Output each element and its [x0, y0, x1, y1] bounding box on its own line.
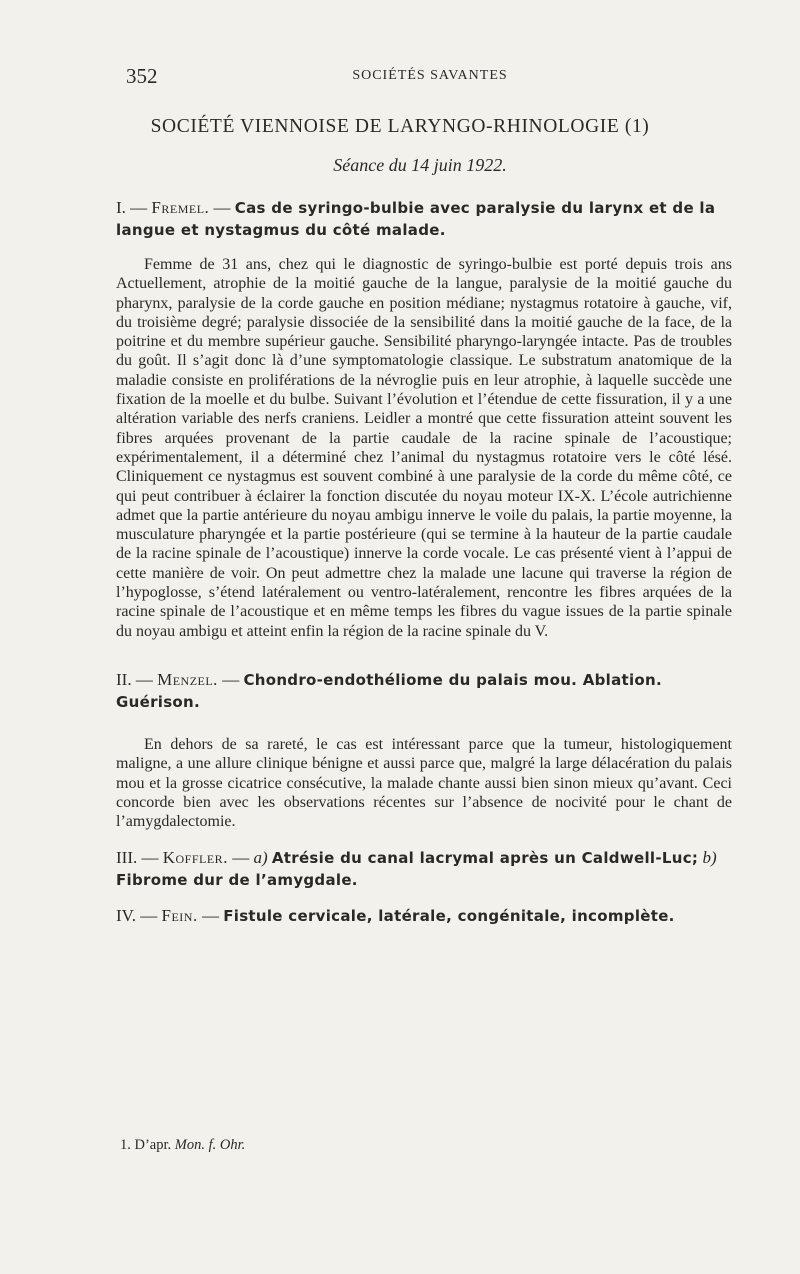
- footnote-marker: 1.: [120, 1137, 131, 1153]
- entry-heading-3: [116, 847, 732, 891]
- entry-heading-2: [116, 669, 732, 713]
- entry-number: IV.: [116, 906, 136, 926]
- entry-label-a: a): [253, 848, 268, 868]
- dash: —: [217, 669, 244, 689]
- dash: —: [209, 198, 235, 217]
- entry-paragraph-1: Femme de 31 ans, chez qui le diagnostic de syringo-bulbie est porté depuis trois ans Actuellement, atrophie de la moitié gauche de la langue, paralysie de la moitié gauche du pharynx, paralysie de la corde gauche en position médiane; nystagmus rotatoire à gauche, vif, du troisième degré; paralysie dissociée de la sensibilité dans la moitié gauche de la face, de la poitrine et du membre supérieur gauche. Sensibilité pharyngo-laryngée intacte. Pas de troubles du goût. Il s’agit donc là d’une symptomatologie classique. Le substratum anatomique de la maladie consiste en proliférations de la névroglie puis en leur atrophie, à laquelle succède une fixation de la moelle et du bulbe. Suivant l’évolution et l’étendue de cette fissuration, il y a une altération variable des nerfs craniens. Leidler a montré que cette fissuration atteint souvent les fibres arquées provenant de la partie caudale de la racine spinale de l’acoustique; expérimentalement, il a déterminé chez l’animal du nystagmus rotatoire vers le côté lésé. Cliniquement ce nystagmus est souvent combiné à une paralysie de la corde du même côté, ce qui peut contribuer à éclairer la fonction discutée du noyau moteur IX-X. L’école autrichienne admet que la partie antérieure du noyau ambigu innerve le voile du palais, la partie moyenne, la musculature pharyngée et la partie postérieure (qui se termine à la hauteur de la partie caudale de la racine spinale de l’acoustique) innerve la corde vocale. Le cas présenté vient à l’appui de cette manière de voir. On peut admettre chez la malade une lacune qui traverse la région de l’hypoglosse, s’étend latéralement ou ventro-latéralement, rencontre les fibres arquées de la racine spinale de l’acoustique et en même temps les fibres du vague issues de la partie spinale du noyau ambigu et atteint enfin la région de la racine spinale du V.: [116, 256, 732, 640]
- entry-heading-1: [116, 197, 732, 241]
- footnote: [120, 1137, 245, 1154]
- dash: —: [197, 906, 224, 926]
- footnote-source: Mon. f. Ohr.: [174, 1137, 246, 1153]
- entry-author: Fein.: [161, 906, 198, 926]
- running-title: SOCIÉTÉS SAVANTES: [352, 68, 508, 83]
- entry-number: II.: [116, 669, 132, 689]
- entry-heading-4: [116, 905, 732, 927]
- dash: —: [125, 198, 152, 217]
- entry-title-a: Atrésie du canal lacrymal après un Caldwell-Luc;: [271, 849, 699, 868]
- entry-label-b: b): [702, 848, 717, 868]
- entry-author: Menzel.: [157, 669, 218, 689]
- entry-number: I.: [116, 198, 126, 217]
- dash: —: [136, 906, 162, 926]
- entry-title: Cas de syringo-bulbie avec paralysie du larynx et de la langue et nystagmus du côté malade.: [116, 199, 716, 239]
- footnote-prefix: D’apr.: [134, 1137, 172, 1153]
- society-title: SOCIÉTÉ VIENNOISE DE LARYNGO-RHINOLOGIE (1): [150, 116, 650, 137]
- page-number: 352: [126, 64, 158, 88]
- entry-title: Fistule cervicale, latérale, congénitale, incomplète.: [223, 907, 675, 926]
- body-text: [116, 197, 732, 927]
- entry-title: Chondro-endothéliome du palais mou. Ablation. Guérison.: [116, 670, 662, 711]
- page-header: [0, 64, 800, 94]
- dash: —: [131, 669, 158, 689]
- entry-author: Fremel.: [151, 198, 210, 217]
- entry-paragraph-2: En dehors de sa rareté, le cas est intéressant parce que la tumeur, histologiquement maligne, a une allure clinique bénigne et aussi parce que, malgré la large délacération du palais mou et la grosse cicatrice consécutive, la malade chante aussi bien sinon mieux qu’avant. Ceci concorde bien avec les observations récentes sur l’absence de nocivité pour le chant de l’amygdalectomie.: [116, 735, 732, 831]
- entry-title-b: Fibrome dur de l’amygdale.: [116, 871, 358, 890]
- entry-author: Koffler.: [162, 848, 228, 868]
- dash: —: [227, 848, 254, 868]
- dash: —: [137, 848, 163, 868]
- entry-number: III.: [116, 848, 138, 868]
- session-date: Séance du 14 juin 1922.: [333, 155, 507, 175]
